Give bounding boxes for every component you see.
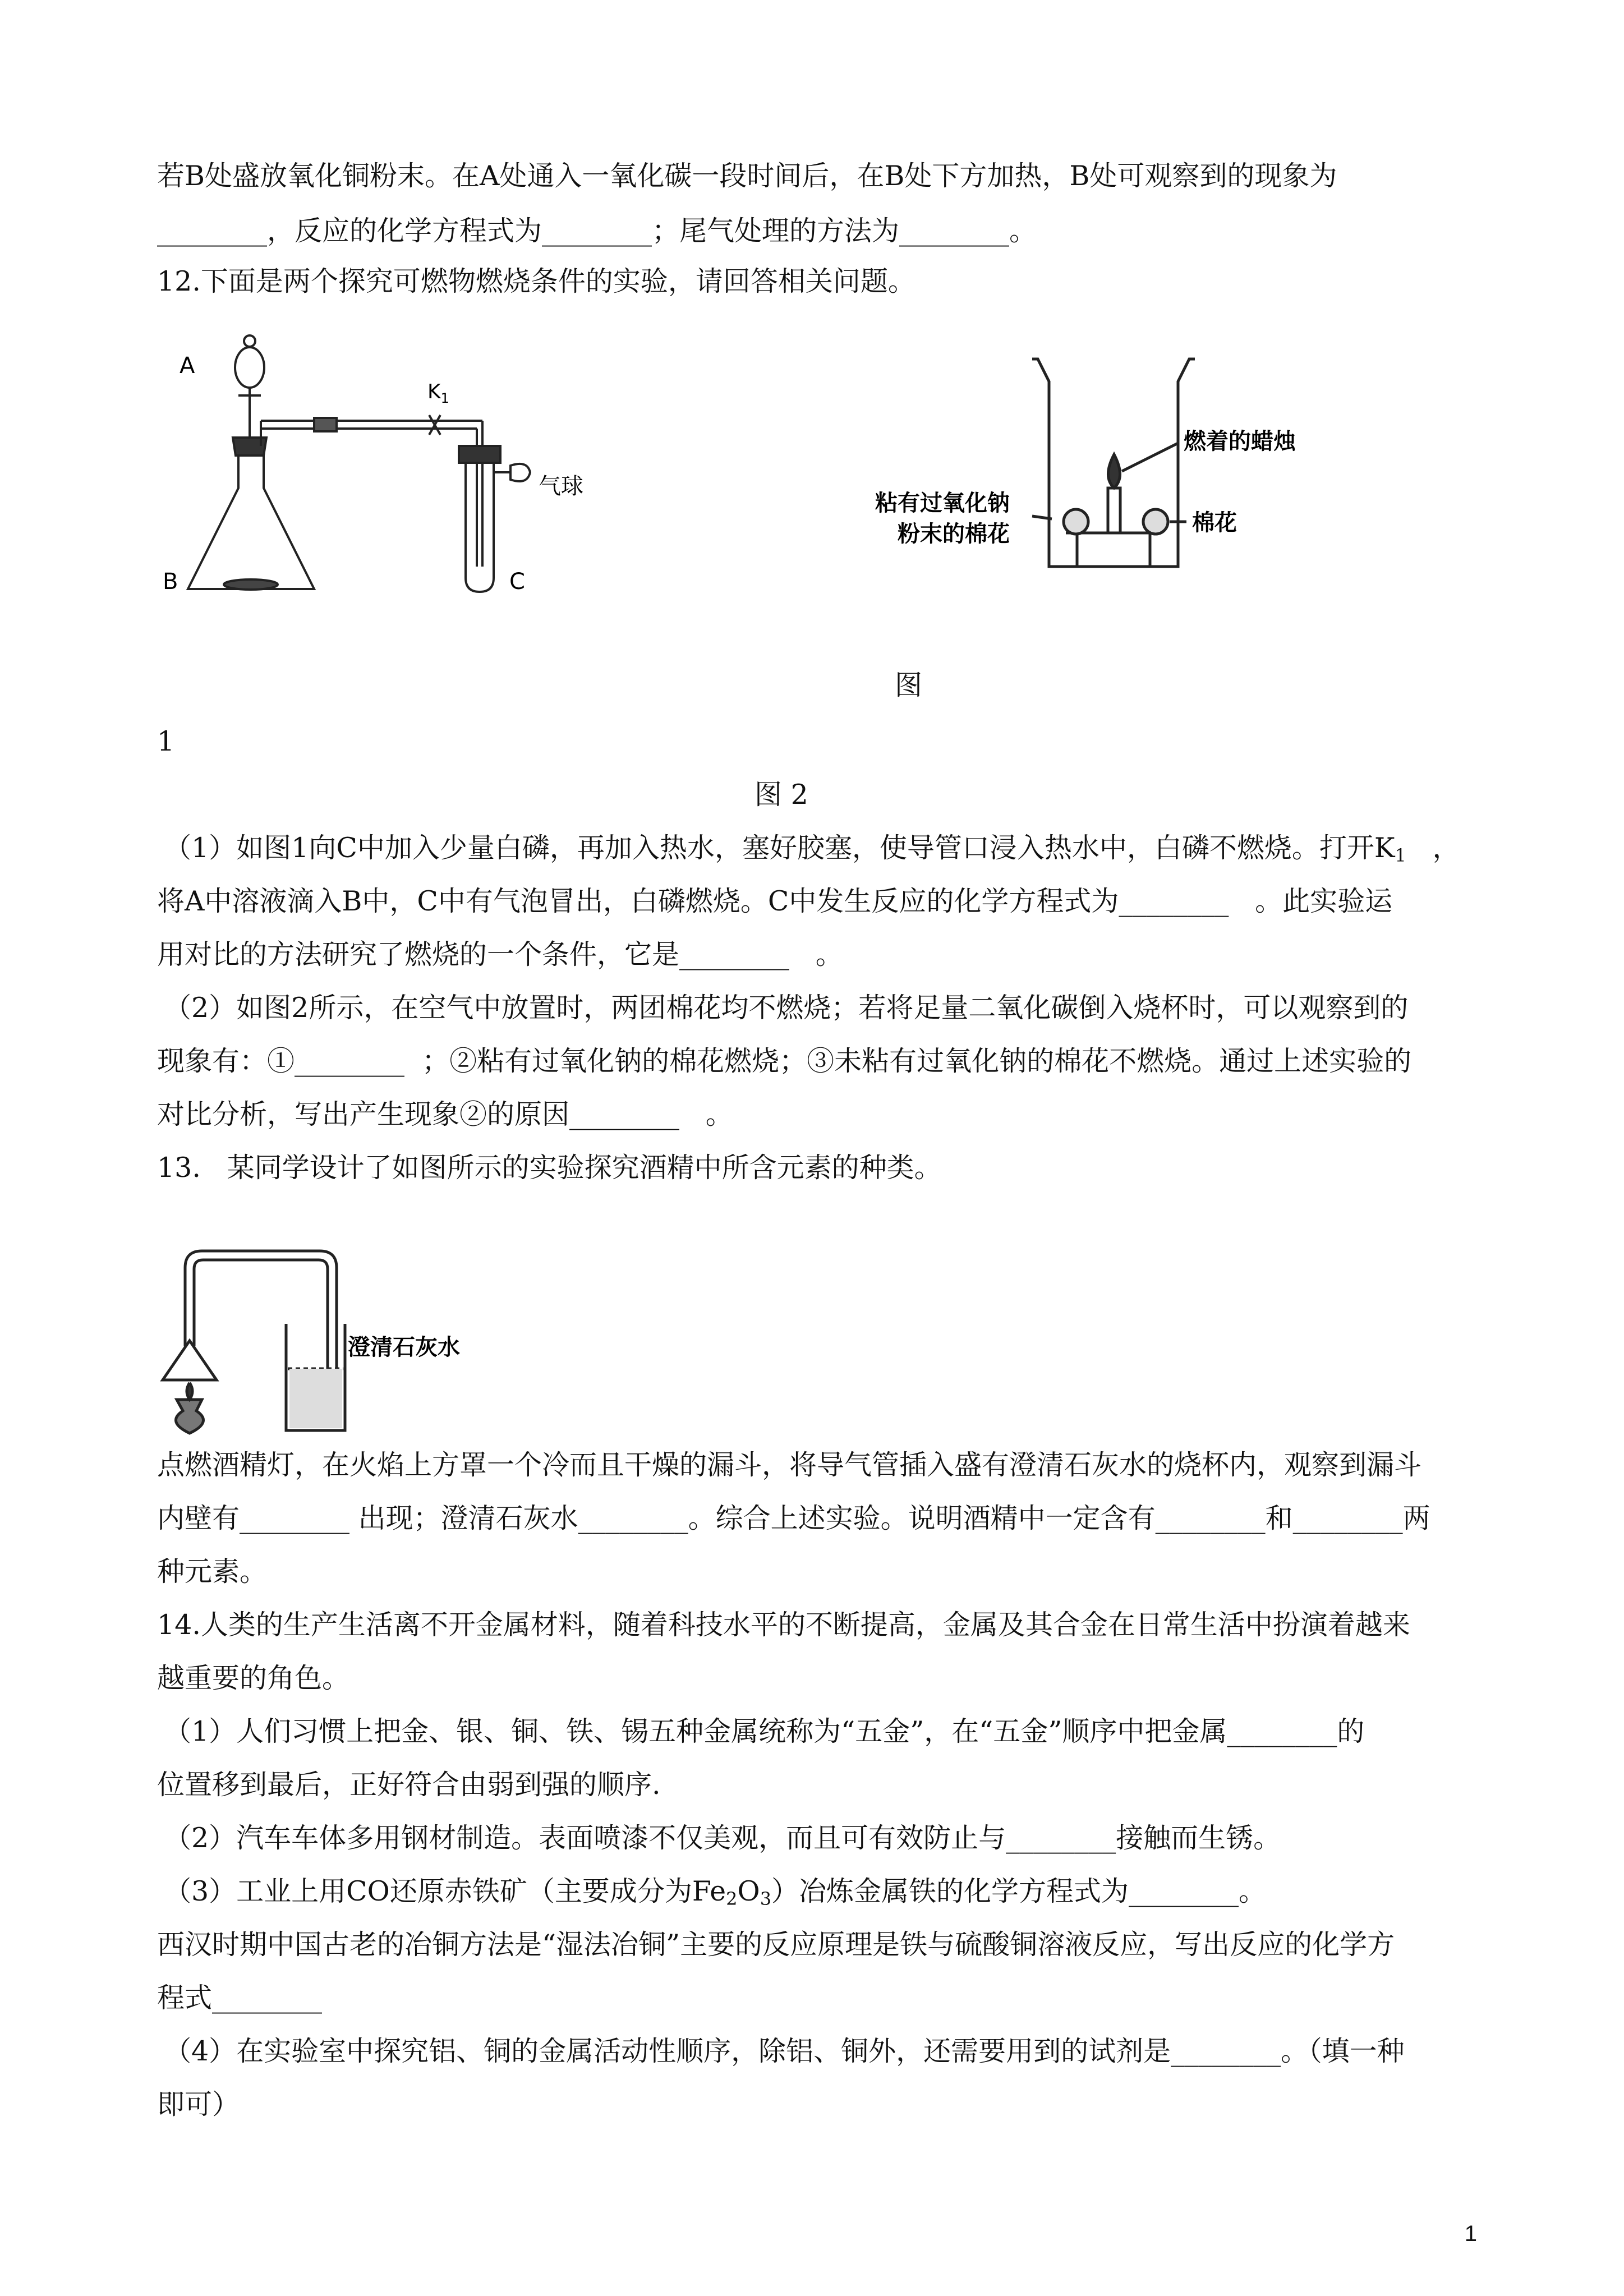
figure-1-apparatus xyxy=(157,325,583,606)
q12-part1-line2: 将A中溶液滴入B中，C中有气泡冒出，白磷燃烧。C中发生反应的化学方程式为________ 。此实验运 xyxy=(157,885,1393,917)
label-cotton: 棉花 xyxy=(1192,509,1237,536)
label-b: B xyxy=(163,569,178,595)
figure-3-alcohol-lamp xyxy=(151,1200,510,1436)
q14-part1-line1: （1）人们习惯上把金、银、铜、铁、锡五种金属统称为“五金”，在“五金”顺序中把金属________的 xyxy=(164,1715,1365,1747)
label-cotton-na-2: 粉末的棉花 xyxy=(898,521,1010,547)
q13-text-line3: 种元素。 xyxy=(157,1556,268,1588)
question-12-title: 12.下面是两个探究可燃物燃烧条件的实验，请回答相关问题。 xyxy=(157,265,915,297)
q12-part2-line1: （2）如图2所示，在空气中放置时，两团棉花均不燃烧；若将足量二氧化碳倒入烧杯时，可以观察到的 xyxy=(164,992,1409,1024)
label-limewater: 澄清石灰水 xyxy=(348,1334,460,1360)
q12-part2-line2: 现象有：①________ ；②粘有过氧化钠的棉花燃烧；③未粘有过氧化钠的棉花不燃烧。通过上述实验的 xyxy=(157,1045,1412,1077)
caption-fig2: 图 2 xyxy=(755,779,808,811)
q14-part4-line1: （4）在实验室中探究铝、铜的金属活动性顺序，除铝、铜外，还需要用到的试剂是________。（填一种 xyxy=(164,2035,1405,2067)
page-number: 1 xyxy=(1464,2221,1477,2246)
figure-2-beaker xyxy=(864,348,1346,583)
q13-text-line2: 内壁有________ 出现；澄清石灰水________。综合上述实验。说明酒精中一定含有________和________两 xyxy=(157,1502,1430,1534)
label-balloon: 气球 xyxy=(539,473,583,499)
label-a: A xyxy=(180,353,195,379)
q14-part1-line2: 位置移到最后，正好符合由弱到强的顺序. xyxy=(157,1769,661,1801)
label-cotton-na-1: 粘有过氧化钠 xyxy=(875,490,1010,516)
q12-part2-line3: 对比分析，写出产生现象②的原因________ 。 xyxy=(157,1098,733,1130)
q14-wet-copper-line1: 西汉时期中国古老的冶铜方法是“湿法冶铜”主要的反应原理是铁与硫酸铜溶液反应，写出反应的化学方 xyxy=(157,1929,1395,1961)
label-c: C xyxy=(509,569,525,595)
label-candle: 燃着的蜡烛 xyxy=(1184,428,1296,454)
question-14-title-cont: 越重要的角色。 xyxy=(157,1662,350,1694)
q14-wet-copper-line2: 程式________ xyxy=(157,1982,323,2014)
q12-part1-line1: （1）如图1向C中加入少量白磷，再加入热水，塞好胶塞，使导管口浸入热水中，白磷不燃烧。打开$K_1$ ， xyxy=(164,832,1460,866)
question-13-title: 13. 某同学设计了如图所示的实验探究酒精中所含元素的种类。 xyxy=(157,1152,942,1184)
caption-fig1-b: 1 xyxy=(157,725,175,757)
q14-part4-line2: 即可） xyxy=(157,2088,240,2120)
caption-fig1-a: 图 xyxy=(895,669,923,701)
q12-part1-line3: 用对比的方法研究了燃烧的一个条件，它是________ 。 xyxy=(157,938,843,970)
q14-part3: （3）工业上用CO还原赤铁矿（主要成分为$Fe_2O_3$）冶炼金属铁的化学方程式为________。 xyxy=(164,1875,1267,1910)
q14-part2: （2）汽车车体多用钢材制造。表面喷漆不仅美观，而且可有效防止与________接触而生锈。 xyxy=(164,1822,1281,1854)
label-k1: $K_1$ xyxy=(427,380,449,406)
text-line: ________，反应的化学方程式为________；尾气处理的方法为________。 xyxy=(157,215,1037,247)
q13-text-line1: 点燃酒精灯，在火焰上方罩一个冷而且干燥的漏斗，将导气管插入盛有澄清石灰水的烧杯内，观察到漏斗 xyxy=(157,1449,1422,1481)
text-line: 若B处盛放氧化铜粉末。在A处通入一氧化碳一段时间后，在B处下方加热，B处可观察到的现象为 xyxy=(157,160,1337,192)
question-14-title: 14.人类的生产生活离不开金属材料，随着科技水平的不断提高，金属及其合金在日常生活中扮演着越来 xyxy=(157,1609,1410,1641)
